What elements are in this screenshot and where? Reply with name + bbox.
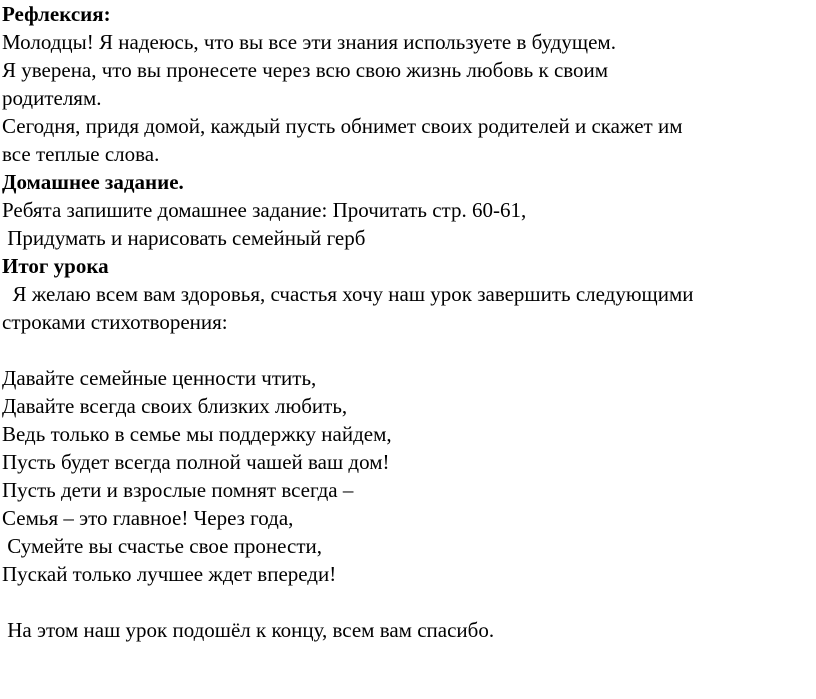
reflection-line: родителям.	[2, 86, 102, 110]
homework-section	[2, 168, 814, 252]
poem-line: Давайте всегда своих близких любить,	[2, 394, 348, 418]
homework-heading: Домашнее задание.	[2, 170, 184, 194]
summary-intro-line: Я желаю всем вам здоровья, счастья хочу наш урок завершить следующими	[2, 282, 694, 306]
poem-line: Давайте семейные ценности чтить,	[2, 366, 317, 390]
poem-line: Ведь только в семье мы поддержку найдем,	[2, 422, 392, 446]
homework-line: Ребята запишите домашнее задание: Прочитать стр. 60-61,	[2, 198, 527, 222]
reflection-line: все теплые слова.	[2, 142, 160, 166]
reflection-line: Я уверена, что вы пронесете через всю свою жизнь любовь к своим	[2, 58, 609, 82]
closing-line: На этом наш урок подошёл к концу, всем вам спасибо.	[2, 618, 495, 642]
blank-line	[2, 336, 814, 364]
homework-line: Придумать и нарисовать семейный герб	[2, 226, 366, 250]
reflection-line: Сегодня, придя домой, каждый пусть обнимет своих родителей и скажет им	[2, 114, 683, 138]
reflection-section	[2, 0, 814, 168]
summary-intro-line: строками стихотворения:	[2, 310, 228, 334]
reflection-line: Молодцы! Я надеюсь, что вы все эти знания используете в будущем.	[2, 30, 616, 54]
blank-line	[2, 588, 814, 616]
poem-line: Пускай только лучшее ждет впереди!	[2, 562, 337, 586]
poem-line: Пусть будет всегда полной чашей ваш дом!	[2, 450, 390, 474]
document-body	[2, 0, 814, 644]
poem-line: Пусть дети и взрослые помнят всегда –	[2, 478, 354, 502]
summary-section	[2, 252, 814, 644]
poem-line: Сумейте вы счастье свое пронести,	[2, 534, 322, 558]
summary-heading: Итог урока	[2, 254, 109, 278]
poem	[2, 364, 814, 588]
reflection-heading: Рефлексия:	[2, 2, 111, 26]
poem-line: Семья – это главное! Через года,	[2, 506, 294, 530]
